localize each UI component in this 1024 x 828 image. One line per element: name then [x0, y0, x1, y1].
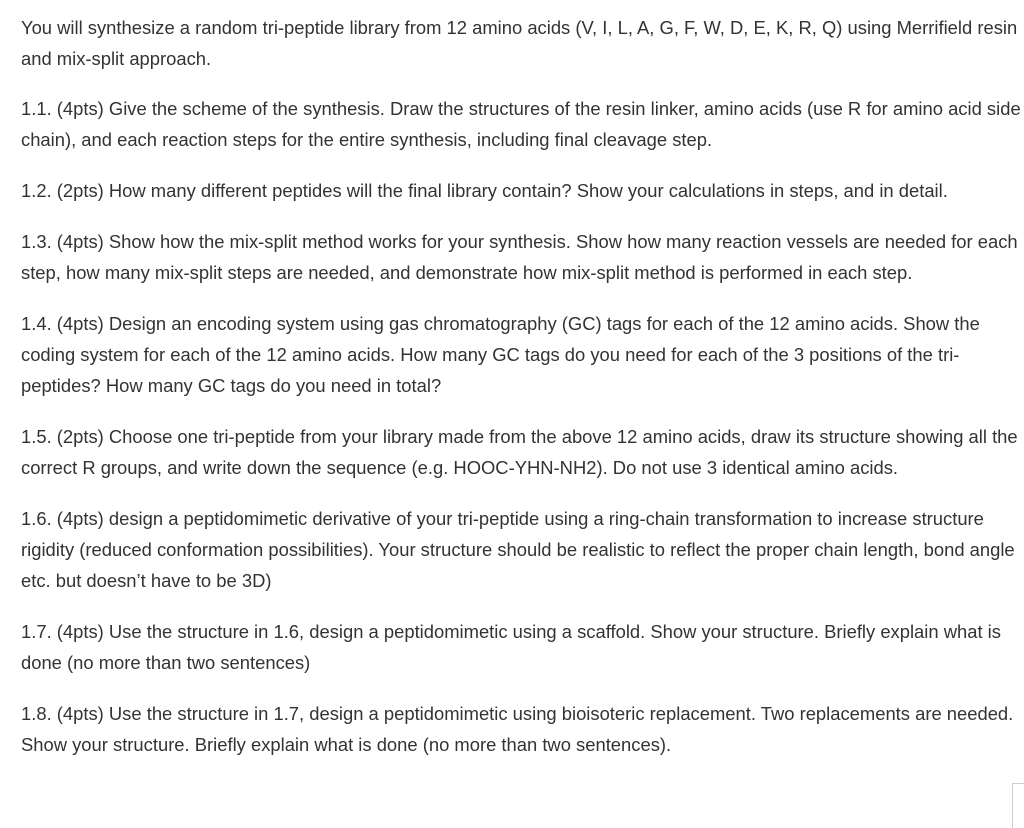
document-body: [21, 12, 1024, 780]
question-1-1: 1.1. (4pts) Give the scheme of the synthesis. Draw the structures of the resin linker, amino acids (use R for amino acid side chain), and each reaction steps for the entire synthesis, including final cleavage step.: [21, 98, 1021, 150]
question-1-6: 1.6. (4pts) design a peptidomimetic derivative of your tri-peptide using a ring-chain transformation to increase structure rigidity (reduced conformation possibilities). Your structure should be realistic to reflect the proper chain length, bond angle etc. but doesn’t have to be 3D): [21, 508, 1015, 591]
question-1-2: 1.2. (2pts) How many different peptides will the final library contain? Show your calculations in steps, and in detail.: [21, 180, 948, 201]
answer-box-edge[interactable]: [1012, 783, 1024, 828]
question-1-5: 1.5. (2pts) Choose one tri-peptide from your library made from the above 12 amino acids, draw its structure showing all the correct R groups, and write down the sequence (e.g. HOOC-YHN-NH2). Do not use 3 identical amino acids.: [21, 426, 1018, 478]
question-1-3: 1.3. (4pts) Show how the mix-split method works for your synthesis. Show how many reaction vessels are needed for each step, how many mix-split steps are needed, and demonstrate how mix-split method is performed in each step.: [21, 231, 1018, 283]
question-1-8: 1.8. (4pts) Use the structure in 1.7, design a peptidomimetic using bioisoteric replacement. Two replacements are needed. Show your structure. Briefly explain what is done (no more than two sentences).: [21, 703, 1014, 755]
intro-paragraph: You will synthesize a random tri-peptide library from 12 amino acids (V, I, L, A, G, F, W, D, E, K, R, Q) using Merrifield resin and mix-split approach.: [21, 17, 1018, 69]
question-1-4: 1.4. (4pts) Design an encoding system using gas chromatography (GC) tags for each of the 12 amino acids. Show the coding system for each of the 12 amino acids. How many GC tags do you need for each of the 3 positions of the tri-peptides? How many GC tags do you need in total?: [21, 313, 980, 396]
question-1-7: 1.7. (4pts) Use the structure in 1.6, design a peptidomimetic using a scaffold. Show your structure. Briefly explain what is done (no more than two sentences): [21, 621, 1001, 673]
